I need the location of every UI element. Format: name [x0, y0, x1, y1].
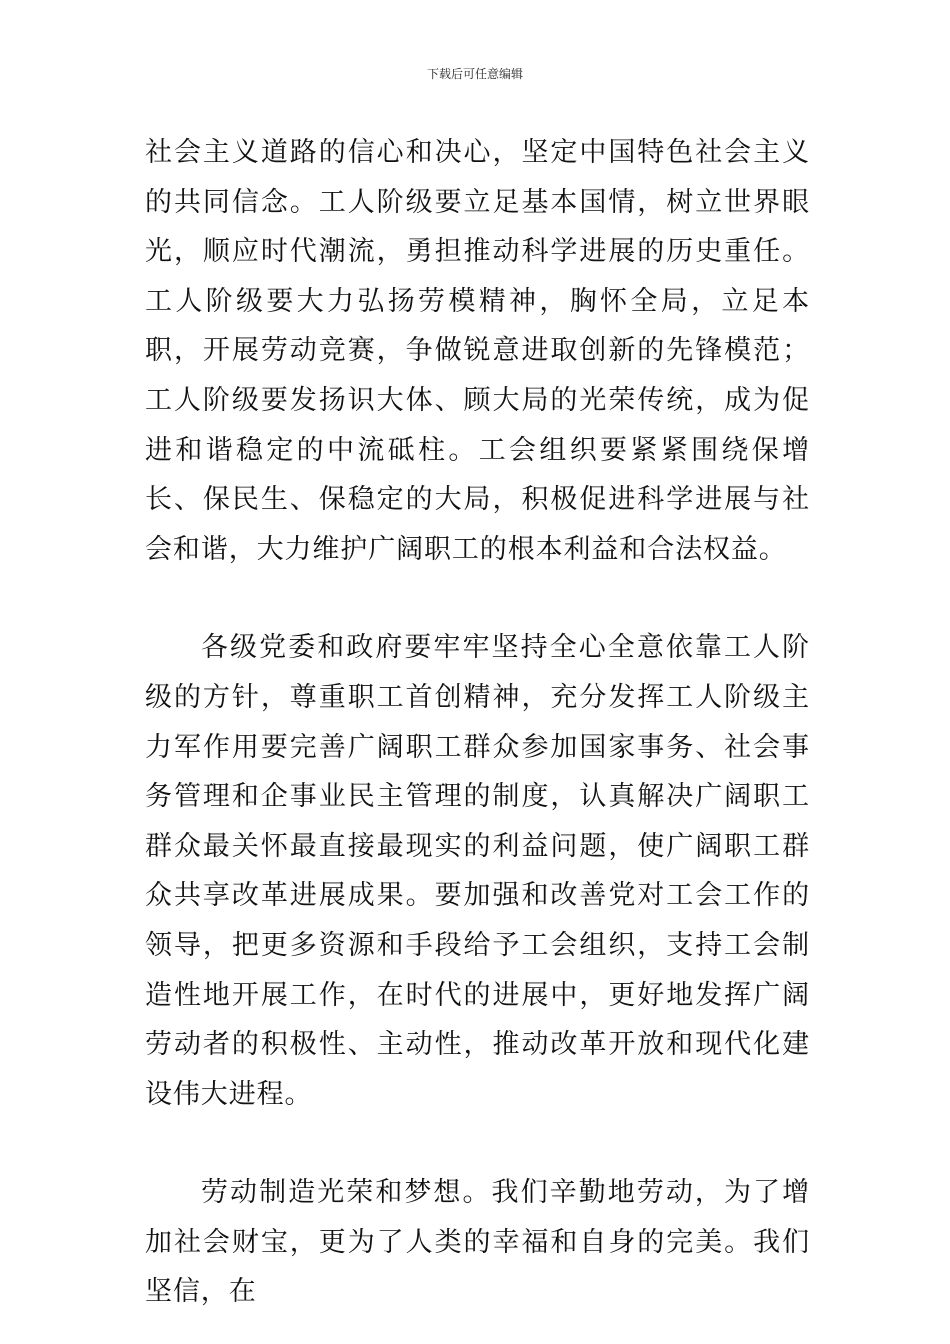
paragraph-1: 社会主义道路的信心和决心，坚定中国特色社会主义的共同信念。工人阶级要立足基本国情，树立世界眼光，顺应时代潮流，勇担推动科学进展的历史重任。工人阶级要大力弘扬劳模精神，胸怀全局，立足本职，开展劳动竞赛，争做锐意进取创新的先锋模范；工人阶级要发扬识大体、顾大局的光荣传统，成为促进和谐稳定的中流砥柱。工会组织要紧紧围绕保增长、保民生、保稳定的大局，积极促进科学进展与社会和谐，大力维护广阔职工的根本利益和合法权益。: [145, 137, 810, 565]
page-header-note: 下载后可任意编辑: [426, 67, 523, 81]
paragraph-2: 各级党委和政府要牢牢坚持全心全意依靠工人阶级的方针，尊重职工首创精神，充分发挥工人阶级主力军作用要完善广阔职工群众参加国家事务、社会事务管理和企事业民主管理的制度，认真解决广阔职工群众最关怀最直接最现实的利益问题，使广阔职工群众共享改革进展成果。要加强和改善党对工会工作的领导，把更多资源和手段给予工会组织，支持工会制造性地开展工作，在时代的进展中，更好地发挥广阔劳动者的积极性、主动性，推动改革开放和现代化建设伟大进程。: [145, 632, 810, 1110]
paragraph-spacer: [145, 574, 810, 623]
document-body: [145, 128, 810, 1317]
paragraph-3: 劳动制造光荣和梦想。我们辛勤地劳动，为了增加社会财宝，更为了人类的幸福和自身的完美。我们坚信，在: [145, 1177, 810, 1308]
paragraph-spacer: [145, 1119, 810, 1168]
